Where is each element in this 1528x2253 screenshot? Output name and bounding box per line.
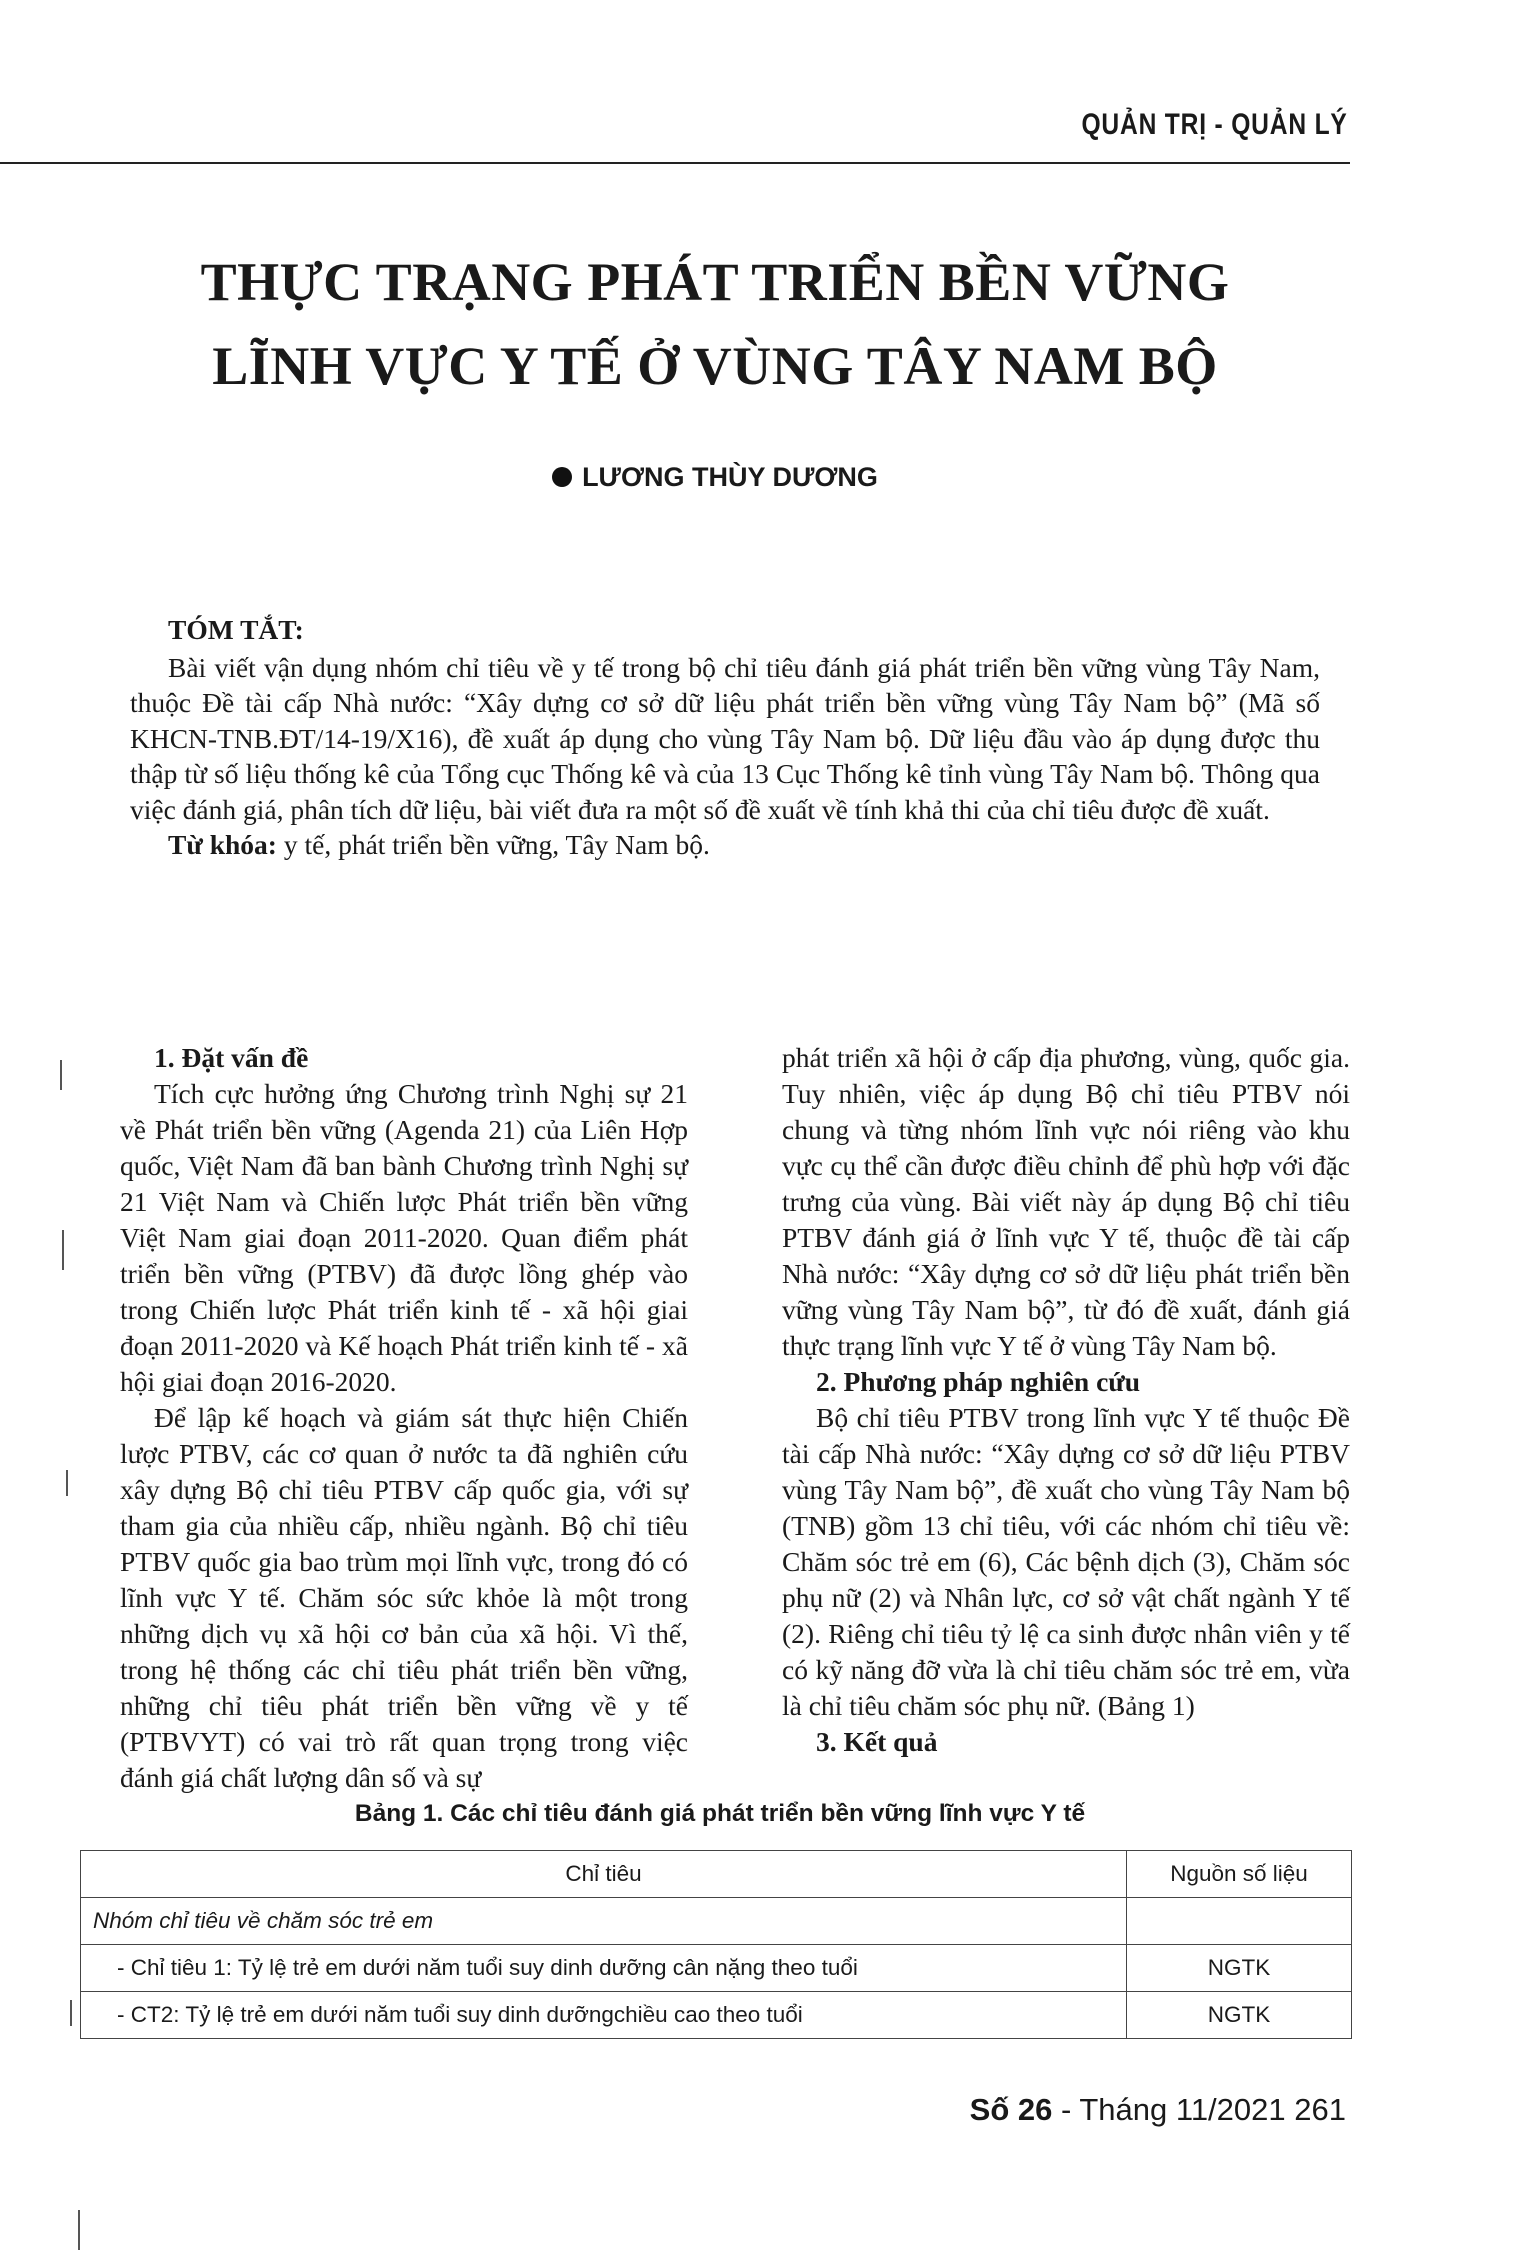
section-2-paragraph-1: Bộ chỉ tiêu PTBV trong lĩnh vực Y tế thuộc Đề tài cấp Nhà nước: “Xây dựng cơ sở dữ liệu PTBV vùng Tây Nam bộ”, đề xuất cho vùng Tây Nam bộ (TNB) gồm 13 chỉ tiêu, với các nhóm chỉ tiêu về: Chăm sóc trẻ em (6), Các bệnh dịch (3), Chăm sóc phụ nữ (2) và Nhân lực, cơ sở vật chất ngành Y tế (2). Riêng chỉ tiêu tỷ lệ ca sinh được nhân viên y tế có kỹ năng đỡ vừa là chỉ tiêu chăm sóc trẻ em, vừa là chỉ tiêu chăm sóc phụ nữ. (Bảng 1) <box>782 1402 1350 1721</box>
left-column <box>120 1040 688 1796</box>
page-footer <box>970 2092 1346 2128</box>
abstract-heading: TÓM TẮT: <box>168 614 304 645</box>
issue-date: - Tháng 11/2021 <box>1052 2092 1286 2127</box>
keywords-label: Từ khóa: <box>168 829 277 860</box>
source-cell: NGTK <box>1127 1992 1352 2039</box>
margin-mark <box>62 1230 64 1270</box>
abstract-body: Bài viết vận dụng nhóm chỉ tiêu về y tế trong bộ chỉ tiêu đánh giá phát triển bền vững vùng Tây Nam, thuộc Đề tài cấp Nhà nước: “Xây dựng cơ sở dữ liệu phát triển bền vững vùng Tây Nam bộ” (Mã số KHCN-TNB.ĐT/14-19/X16), đề xuất áp dụng cho vùng Tây Nam bộ. Dữ liệu đầu vào áp dụng được thu thập từ số liệu thống kê của Tổng cục Thống kê và của 13 Cục Thống kê tỉnh vùng Tây Nam bộ. Thông qua việc đánh giá, phân tích dữ liệu, bài viết đưa ra một số đề xuất về tính khả thi của chỉ tiêu được đề xuất. <box>130 651 1320 825</box>
section-3-heading: 3. Kết quả <box>816 1726 938 1757</box>
column-header-indicator: Chỉ tiêu <box>81 1851 1127 1898</box>
source-cell: NGTK <box>1127 1945 1352 1992</box>
section-2-heading: 2. Phương pháp nghiên cứu <box>816 1366 1141 1397</box>
indicator-cell: - CT2: Tỷ lệ trẻ em dưới năm tuổi suy dinh dưỡngchiều cao theo tuổi <box>81 1992 1127 2039</box>
body-columns <box>120 1040 1350 1796</box>
section-1-paragraph-2-continued: phát triển xã hội ở cấp địa phương, vùng, quốc gia. Tuy nhiên, việc áp dụng Bộ chỉ tiêu PTBV nói chung và từng nhóm lĩnh vực nói riêng vào khu vực cụ thể cần được điều chỉnh để phù hợp với đặc trưng của vùng. Bài viết này áp dụng Bộ chỉ tiêu PTBV đánh giá ở lĩnh vực Y tế, thuộc đề tài cấp Nhà nước: “Xây dựng cơ sở dữ liệu phát triển bền vững vùng Tây Nam bộ”, từ đó đề xuất, đánh giá thực trạng lĩnh vực Y tế ở vùng Tây Nam bộ. <box>782 1042 1350 1361</box>
bullet-icon <box>552 467 572 487</box>
group-source-cell <box>1127 1898 1352 1945</box>
margin-mark <box>66 1470 68 1496</box>
table-row <box>81 1945 1352 1992</box>
abstract <box>130 612 1320 863</box>
margin-mark <box>60 1060 62 1090</box>
indicator-table <box>80 1850 1352 2039</box>
section-1-paragraph-2: Để lập kế hoạch và giám sát thực hiện Chiến lược PTBV, các cơ quan ở nước ta đã nghiên cứu xây dựng Bộ chỉ tiêu PTBV cấp quốc gia, với sự tham gia của nhiều cấp, nhiều ngành. Bộ chỉ tiêu PTBV quốc gia bao trùm mọi lĩnh vực, trong đó có lĩnh vực Y tế. Chăm sóc sức khỏe là một trong những dịch vụ xã hội cơ bản của xã hội. Vì thế, trong hệ thống các chỉ tiêu phát triển bền vững, những chỉ tiêu phát triển bền vững về y tế (PTBVYT) có vai trò rất quan trọng trong việc đánh giá chất lượng dân số và sự <box>120 1402 688 1793</box>
group-label: Nhóm chỉ tiêu về chăm sóc trẻ em <box>81 1898 1127 1945</box>
author-name: LƯƠNG THÙY DƯƠNG <box>582 462 878 492</box>
page-number: 261 <box>1294 2092 1346 2127</box>
author-line <box>0 462 1430 493</box>
issue-number: Số 26 <box>969 2092 1053 2127</box>
indicator-cell: - Chỉ tiêu 1: Tỷ lệ trẻ em dưới năm tuổi suy dinh dưỡng cân nặng theo tuổi <box>81 1945 1127 1992</box>
table-row <box>81 1992 1352 2039</box>
section-1-heading: 1. Đặt vấn đề <box>154 1042 309 1073</box>
title-line-1: THỰC TRẠNG PHÁT TRIỂN BỀN VỮNG <box>200 252 1230 312</box>
margin-mark <box>70 2000 72 2026</box>
margin-mark <box>78 2210 80 2250</box>
keywords <box>130 827 1320 863</box>
table-group-row <box>81 1898 1352 1945</box>
section-label: QUẢN TRỊ - QUẢN LÝ <box>1081 108 1348 141</box>
column-header-source: Nguồn số liệu <box>1127 1851 1352 1898</box>
right-column <box>782 1040 1350 1796</box>
table-caption: Bảng 1. Các chỉ tiêu đánh giá phát triển bền vững lĩnh vực Y tế <box>354 1800 1086 1827</box>
article-title <box>0 240 1430 408</box>
keywords-text: y tế, phát triển bền vững, Tây Nam bộ. <box>276 829 710 860</box>
section-1-paragraph-1: Tích cực hưởng ứng Chương trình Nghị sự 21 về Phát triển bền vững (Agenda 21) của Liên Hợp quốc, Việt Nam đã ban bành Chương trình Nghị sự 21 Việt Nam và Chiến lược Phát triển bền vững Việt Nam giai đoạn 2011-2020. Quan điểm phát triển bền vững (PTBV) đã được lồng ghép vào trong Chiến lược Phát triển kinh tế - xã hội giai đoạn 2011-2020 và Kế hoạch Phát triển kinh tế - xã hội giai đoạn 2016-2020. <box>120 1078 688 1397</box>
table-header-row <box>81 1851 1352 1898</box>
header-rule <box>0 162 1350 164</box>
title-line-2: LĨNH VỰC Y TẾ Ở VÙNG TÂY NAM BỘ <box>212 336 1218 396</box>
